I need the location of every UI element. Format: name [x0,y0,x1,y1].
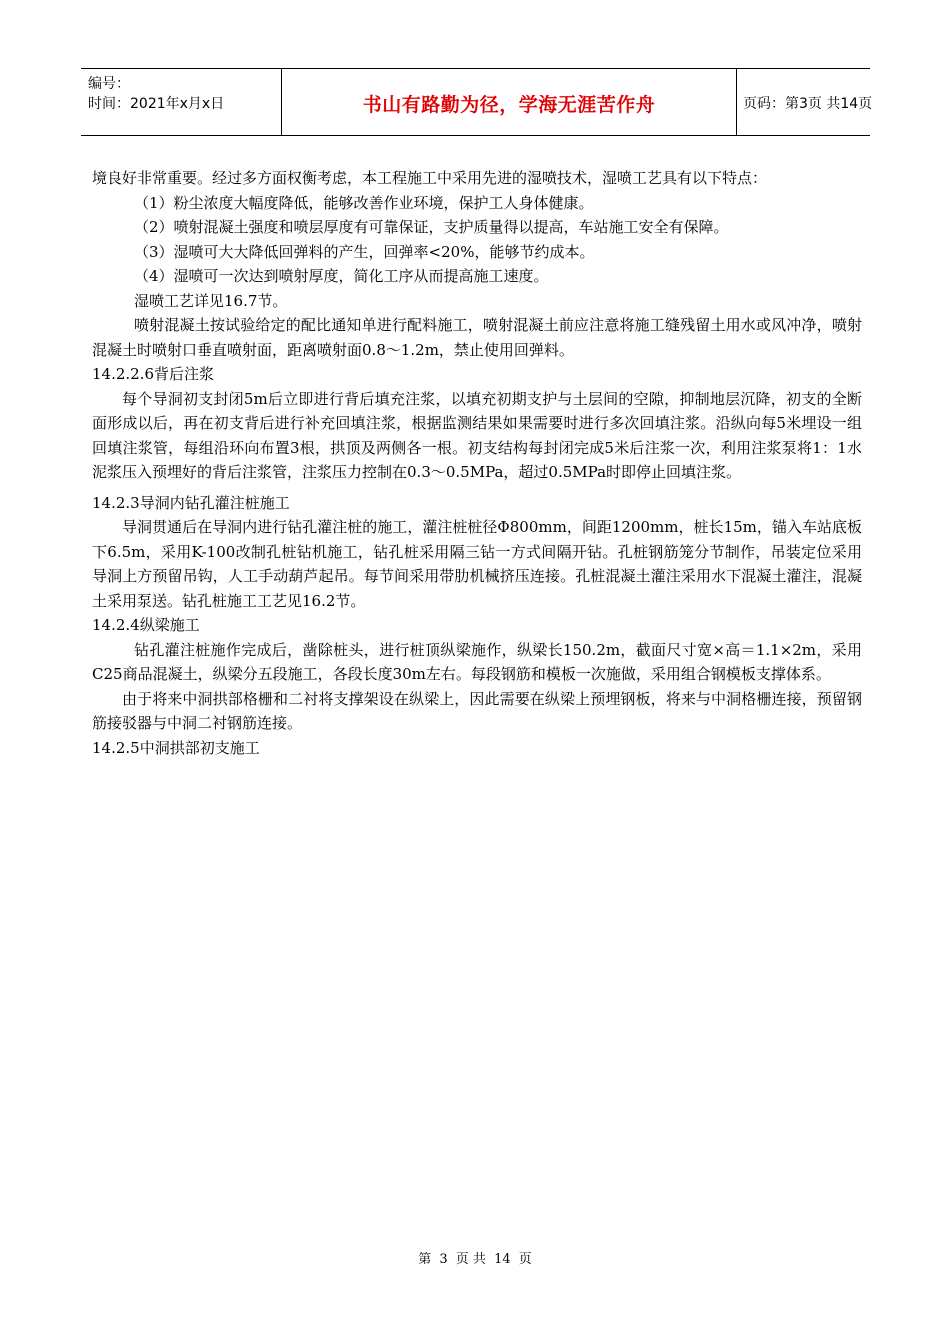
document-time-label: 时间：2021年x月x日 [88,96,225,112]
list-item: （2）喷射混凝土强度和喷层厚度有可靠保证，支护质量得以提高，车站施工安全有保障。 [134,218,729,236]
paragraph: 湿喷工艺详见16.7节。 [134,291,288,310]
paragraph: 钻孔灌注桩施作完成后，凿除桩头，进行桩顶纵梁施作，纵梁长150.2m，截面尺寸宽×高＝1.1×2m，采用C25商品混凝土，纵梁分五段施工，各段长度30m左右。每段钢筋和模板一次施做，采用组合钢模板支撑体系。 [92,640,862,683]
paragraph: 导洞贯通后在导洞内进行钻孔灌注桩的施工，灌注桩桩径Φ800mm，间距1200mm，桩长15m，锚入车站底板下6.5m，采用K-100改制孔桩钻机施工，钻孔桩采用隔三钻一方式间隔开钻。孔桩钢筋笼分节制作，吊装定位采用导洞上方预留吊钩，人工手动葫芦起吊。每节间采用带肋机械挤压连接。孔桩混凝土灌注采用水下混凝土灌注，混凝土采用泵送。钻孔桩施工工艺见16.2节。 [92,518,862,610]
header-meta-cell [81,69,282,135]
header-page-info: 页码：第3页 共14页 [743,96,873,112]
page-footer [0,1248,950,1267]
list-item: （3）湿喷可大大降低回弹料的产生，回弹率<20%，能够节约成本。 [134,242,595,261]
paragraph: 喷射混凝土按试验给定的配比通知单进行配料施工，喷射混凝土前应注意将施工缝残留土用水或风冲净，喷射混凝土时喷射口垂直喷射面，距离喷射面0.8～1.2m，禁止使用回弹料。 [92,316,862,359]
list-item: （4）湿喷可一次达到喷射厚度，简化工序从而提高施工速度。 [134,267,549,285]
document-body [92,166,862,760]
document-number-label: 编号： [88,76,130,92]
paragraph: 每个导洞初支封闭5m后立即进行背后填充注浆，以填充初期支护与土层间的空隙，抑制地层沉降，初支的全断面形成以后，再在初支背后进行补充回填注浆，根据监测结果如果需要时进行多次回填注浆。沿纵向每5米埋设一组回填注浆管，每组沿环向布置3根，拱顶及两侧各一根。初支结构每封闭完成5米后注浆一次，利用注浆泵将1：1水泥浆压入预埋好的背后注浆管，注浆压力控制在0.3～0.5MPa，超过0.5MPa时即停止回填注浆。 [92,389,862,481]
paragraph: 由于将来中洞拱部格栅和二衬将支撑架设在纵梁上，因此需要在纵梁上预埋钢板，将来与中洞格栅连接，预留钢筋接驳器与中洞二衬钢筋连接。 [92,689,862,732]
header-motto: 书山有路勤为径，学海无涯苦作舟 [362,94,656,116]
section-heading: 14.2.2.6背后注浆 [92,365,215,383]
paragraph: 境良好非常重要。经过多方面权衡考虑，本工程施工中采用先进的湿喷技术，湿喷工艺具有以下特点： [92,169,768,187]
footer-page-number: 3 [439,1252,448,1267]
footer-total-pages: 14 [494,1252,511,1267]
section-heading: 14.2.4纵梁施工 [92,616,200,634]
header-motto-cell [282,69,737,135]
footer-suffix: 页 [518,1252,532,1267]
page-header [81,68,873,136]
footer-mid: 页 共 [455,1252,486,1267]
section-heading: 14.2.3导洞内钻孔灌注桩施工 [92,493,290,512]
header-page-cell [737,69,873,135]
section-heading: 14.2.5中洞拱部初支施工 [92,738,260,757]
footer-prefix: 第 [418,1252,432,1267]
list-item: （1）粉尘浓度大幅度降低，能够改善作业环境，保护工人身体健康。 [134,193,594,212]
